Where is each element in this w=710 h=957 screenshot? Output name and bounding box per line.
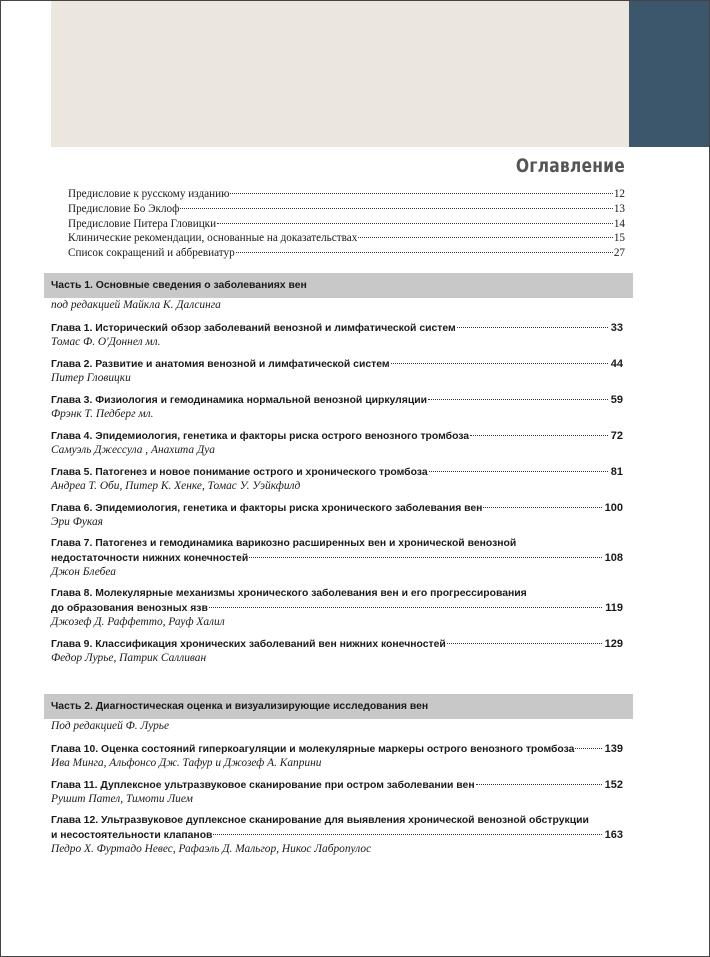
chapter-entry[interactable] [51, 321, 623, 350]
part-1-heading: Часть 1. Основные сведения о заболеваниях вен [44, 273, 633, 298]
chapter-title-line [51, 814, 623, 828]
chapter-title-line [51, 393, 623, 407]
chapter-authors: Федор Лурье, Патрик Салливан [51, 652, 207, 664]
chapter-title: Глава 1. Исторический обзор заболеваний венозной и лимфатической систем [51, 323, 456, 334]
chapter-authors: Томас Ф. О'Доннел мл. [51, 336, 161, 348]
chapter-page: 33 [610, 322, 623, 334]
chapter-authors: Джон Блебеа [51, 566, 116, 578]
dot-leader [483, 507, 601, 508]
dot-leader [575, 748, 601, 749]
chapter-title: Глава 3. Физиология и гемодинамика нормальной венозной циркуляции [51, 395, 427, 406]
chapter-authors: Эри Фукая [51, 516, 103, 528]
chapter-entry[interactable] [51, 465, 623, 494]
chapter-title: Глава 7. Патогенез и гемодинамика варикозно расширенных вен и хронической венозной [51, 538, 517, 549]
dot-leader [249, 557, 601, 558]
chapter-entry[interactable] [51, 429, 623, 458]
chapter-title-line [51, 537, 623, 551]
front-matter-label: Клинические рекомендации, основанные на доказательствах [68, 232, 358, 245]
front-matter-label: Предисловие к русскому изданию [68, 188, 230, 200]
front-matter-page: 15 [613, 232, 625, 245]
chapter-authors: Фрэнк Т. Педберг мл. [51, 408, 154, 420]
header-accent-block [629, 1, 709, 147]
dot-leader [476, 784, 602, 785]
chapter-page: 72 [610, 430, 623, 442]
chapter-title-line [51, 742, 623, 756]
chapter-title-line [51, 587, 623, 601]
dot-leader [429, 471, 608, 472]
dot-leader [391, 363, 608, 364]
chapter-title: Глава 4. Эпидемиология, генетика и факторы риска острого венозного тромбоза [51, 431, 470, 442]
chapter-title: Глава 10. Оценка состояний гиперкоагуляции и молекулярные маркеры острого венозного тромбоза [51, 744, 575, 755]
chapter-page: 139 [604, 743, 623, 755]
front-matter-list [68, 188, 625, 262]
front-matter-item[interactable] [68, 232, 625, 247]
chapter-page: 81 [610, 466, 623, 478]
dot-leader [236, 252, 613, 253]
chapter-entry[interactable] [51, 814, 623, 857]
chapter-entry[interactable] [51, 587, 623, 630]
chapter-title-line [51, 465, 623, 479]
chapter-entry[interactable] [51, 742, 623, 771]
chapter-title-line [51, 637, 623, 651]
chapter-authors: Джозеф Д. Раффетто, Рауф Халил [51, 616, 225, 628]
dot-leader [180, 208, 612, 209]
chapter-page: 119 [605, 602, 623, 614]
chapter-title: недостаточности нижних конечностей [51, 553, 249, 564]
chapter-authors: Ива Минга, Альфонсо Дж. Тафур и Джозеф А. Каприни [51, 757, 322, 769]
chapter-page: 129 [604, 638, 623, 650]
dot-leader [209, 607, 602, 608]
dot-leader [457, 327, 608, 328]
header-band [51, 1, 629, 147]
chapter-authors: Андреа Т. Оби, Питер К. Хенке, Томас У. Уэйкфилд [51, 480, 301, 492]
chapter-entry[interactable] [51, 357, 623, 386]
chapter-page: 44 [610, 358, 623, 370]
chapter-title-line [51, 601, 623, 615]
chapter-entry[interactable] [51, 778, 623, 807]
chapter-authors: Питер Гловицки [51, 372, 131, 384]
dot-leader [230, 193, 612, 194]
dot-leader [217, 223, 613, 224]
chapter-title-line [51, 828, 623, 842]
chapter-title: до образования венозных язв [51, 603, 208, 614]
chapter-title: Глава 8. Молекулярные механизмы хронического заболевания вен и его прогрессирования [51, 588, 527, 599]
chapter-page: 163 [604, 829, 623, 841]
chapter-title: Глава 11. Дуплексное ультразвуковое сканирование при остром заболевании вен [51, 780, 475, 791]
chapter-title: Глава 6. Эпидемиология, генетика и факторы риска хронического заболевания вен [51, 503, 483, 514]
front-matter-item[interactable] [68, 247, 625, 262]
front-matter-page: 12 [613, 188, 625, 200]
front-matter-label: Список сокращений и аббревиатур [68, 247, 235, 260]
chapter-entry[interactable] [51, 537, 623, 580]
chapter-page: 152 [604, 779, 623, 791]
chapter-title: Глава 5. Патогенез и новое понимание острого и хронического тромбоза [51, 467, 428, 478]
chapter-page: 59 [610, 394, 623, 406]
chapter-entry[interactable] [51, 501, 623, 530]
part-1-chapters [51, 321, 623, 666]
part-2-editor: Под редакцией Ф. Лурье [51, 720, 170, 732]
chapter-title-line [51, 551, 623, 565]
dot-leader [358, 237, 613, 238]
chapter-title-line [51, 357, 623, 371]
front-matter-item[interactable] [68, 203, 625, 218]
chapter-title: Глава 9. Классификация хронических заболеваний вен нижних конечностей [51, 639, 446, 650]
part-2-heading: Часть 2. Диагностическая оценка и визуализирующие исследования вен [44, 694, 633, 719]
chapter-entry[interactable] [51, 637, 623, 666]
front-matter-page: 27 [613, 247, 625, 260]
front-matter-label: Предисловие Бо Эклоф [68, 202, 180, 215]
chapter-page: 100 [604, 502, 623, 514]
chapter-title-line [51, 501, 623, 515]
chapter-title: Глава 12. Ультразвуковое дуплексное сканирование для выявления хронической венозной обструкции [51, 815, 589, 826]
page-title: Оглавление [515, 155, 625, 177]
chapter-authors: Рушит Пател, Тимоти Лием [51, 793, 193, 805]
chapter-authors: Педро Х. Фуртадо Невес, Рафаэль Д. Мальгор, Никос Лабропулос [51, 843, 372, 855]
dot-leader [470, 435, 608, 436]
front-matter-item[interactable] [68, 188, 625, 203]
chapter-title: и несостоятельности клапанов [51, 830, 213, 841]
chapter-page: 108 [604, 552, 623, 564]
front-matter-label: Предисловие Питера Гловицки [68, 217, 217, 230]
dot-leader [447, 643, 602, 644]
front-matter-item[interactable] [68, 218, 625, 233]
chapter-title-line [51, 321, 623, 335]
chapter-title-line [51, 778, 623, 792]
front-matter-page: 14 [613, 217, 625, 230]
part-2-chapters [51, 742, 623, 857]
dot-leader [213, 834, 601, 835]
chapter-authors: Самуэль Джессула , Анахита Дуа [51, 444, 215, 456]
dot-leader [428, 399, 608, 400]
chapter-title: Глава 2. Развитие и анатомия венозной и лимфатической систем [51, 359, 390, 370]
chapter-title-line [51, 429, 623, 443]
front-matter-page: 13 [613, 202, 625, 215]
part-1-editor: под редакцией Майкла К. Далсинга [51, 299, 221, 311]
chapter-entry[interactable] [51, 393, 623, 422]
